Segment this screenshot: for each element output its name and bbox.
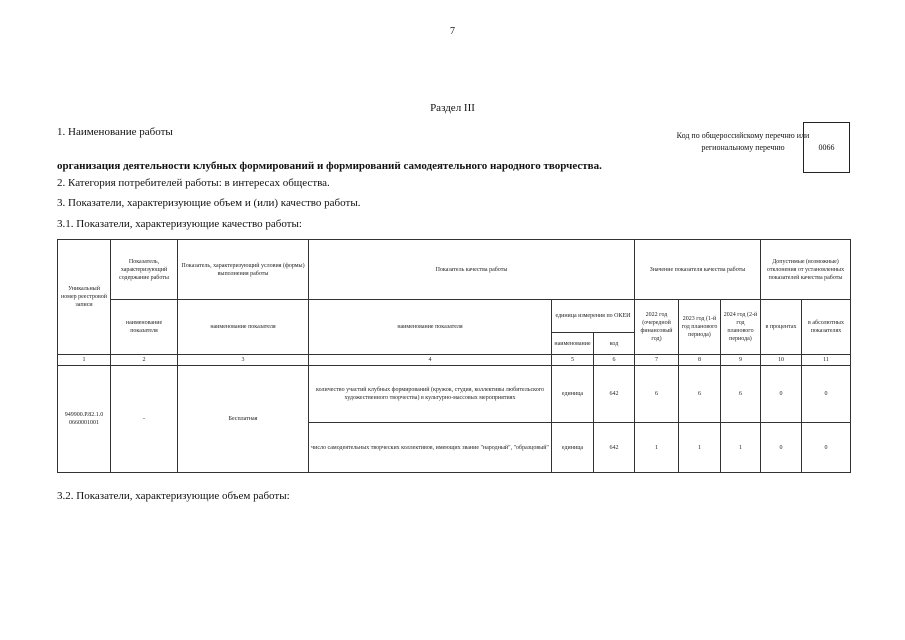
column-number: 5 — [552, 355, 594, 366]
column-number: 6 — [594, 355, 635, 366]
header-in-absolute: в абсолютных показателях — [802, 300, 851, 355]
header-content-name: наименование показателя — [111, 300, 178, 355]
column-number: 1 — [58, 355, 111, 366]
table-row — [58, 366, 851, 423]
column-number: 11 — [802, 355, 851, 366]
quality-indicators-table — [57, 239, 851, 473]
column-number: 3 — [178, 355, 309, 366]
column-number: 7 — [635, 355, 679, 366]
header-in-percent: в процентах — [761, 300, 802, 355]
indicator-name: число самодеятельных творческих коллективов, имеющих звание "народный", "образцовый" — [309, 423, 552, 473]
header-quality-values: Значение показателя качества работы — [635, 240, 761, 300]
value-2022: 6 — [635, 366, 679, 423]
registry-number: 949900.Р.82.1.0 0660001001 — [58, 366, 111, 473]
column-number: 4 — [309, 355, 552, 366]
column-number: 9 — [721, 355, 761, 366]
value-2023: 6 — [679, 366, 721, 423]
value-2024: 6 — [721, 366, 761, 423]
page-number: 7 — [450, 26, 455, 37]
work-name: организация деятельности клубных формирований и формирований самодеятельного народного творчества. — [57, 160, 602, 172]
code-label: Код по общероссийскому перечню или региональному перечню — [676, 131, 810, 152]
header-unit-code: код — [594, 333, 635, 355]
deviation-absolute: 0 — [802, 423, 851, 473]
unit-name: единица — [552, 423, 594, 473]
column-number: 2 — [111, 355, 178, 366]
header-deviations: Допустимые (возможные) отклонения от установленных показателей качества работы — [761, 240, 851, 300]
consumer-category: 2. Категория потребителей работы: в интересах общества. — [57, 177, 330, 189]
unit-code: 642 — [594, 366, 635, 423]
indicator-name: количество участий клубных формирований (кружок, студия, коллективы любительского художественного творчества) в культурно-массовых мероприятиях — [309, 366, 552, 423]
header-year-2023: 2023 год (1-й год планового периода) — [679, 300, 721, 355]
column-numbers-row — [58, 355, 851, 366]
column-number: 10 — [761, 355, 802, 366]
header-unit-name: наименование — [552, 333, 594, 355]
code-value-box: 0066 — [803, 122, 850, 173]
indicators-title: 3. Показатели, характеризующие объем и (или) качество работы. — [57, 197, 361, 209]
header-year-2022: 2022 год (очередной финансовый год) — [635, 300, 679, 355]
header-conditions-name: наименование показателя — [178, 300, 309, 355]
deviation-percent: 0 — [761, 423, 802, 473]
unit-code: 642 — [594, 423, 635, 473]
conditions-value: Бесплатная — [178, 366, 309, 473]
header-conditions-indicator: Показатель, характеризующий условия (формы) выполнения работы — [178, 240, 309, 300]
value-2024: 1 — [721, 423, 761, 473]
deviation-absolute: 0 — [802, 366, 851, 423]
unit-name: единица — [552, 366, 594, 423]
header-indicator-name: наименование показателя — [309, 300, 552, 355]
work-name-label: 1. Наименование работы — [57, 126, 173, 138]
value-2023: 1 — [679, 423, 721, 473]
header-year-2024: 2024 год (2-й год планового периода) — [721, 300, 761, 355]
column-number: 8 — [679, 355, 721, 366]
content-value: - — [111, 366, 178, 473]
quality-indicators-title: 3.1. Показатели, характеризующие качество работы: — [57, 218, 302, 230]
header-content-indicator: Показатель, характеризующий содержание работы — [111, 240, 178, 300]
deviation-percent: 0 — [761, 366, 802, 423]
header-unique-number: Уникальный номер реестровой записи — [58, 240, 111, 355]
value-2022: 1 — [635, 423, 679, 473]
header-unit-okei: единица измерения по ОКЕИ — [552, 300, 635, 333]
section-title: Раздел III — [430, 102, 475, 114]
volume-indicators-title: 3.2. Показатели, характеризующие объем работы: — [57, 490, 290, 502]
header-quality-indicator: Показатель качества работы — [309, 240, 635, 300]
